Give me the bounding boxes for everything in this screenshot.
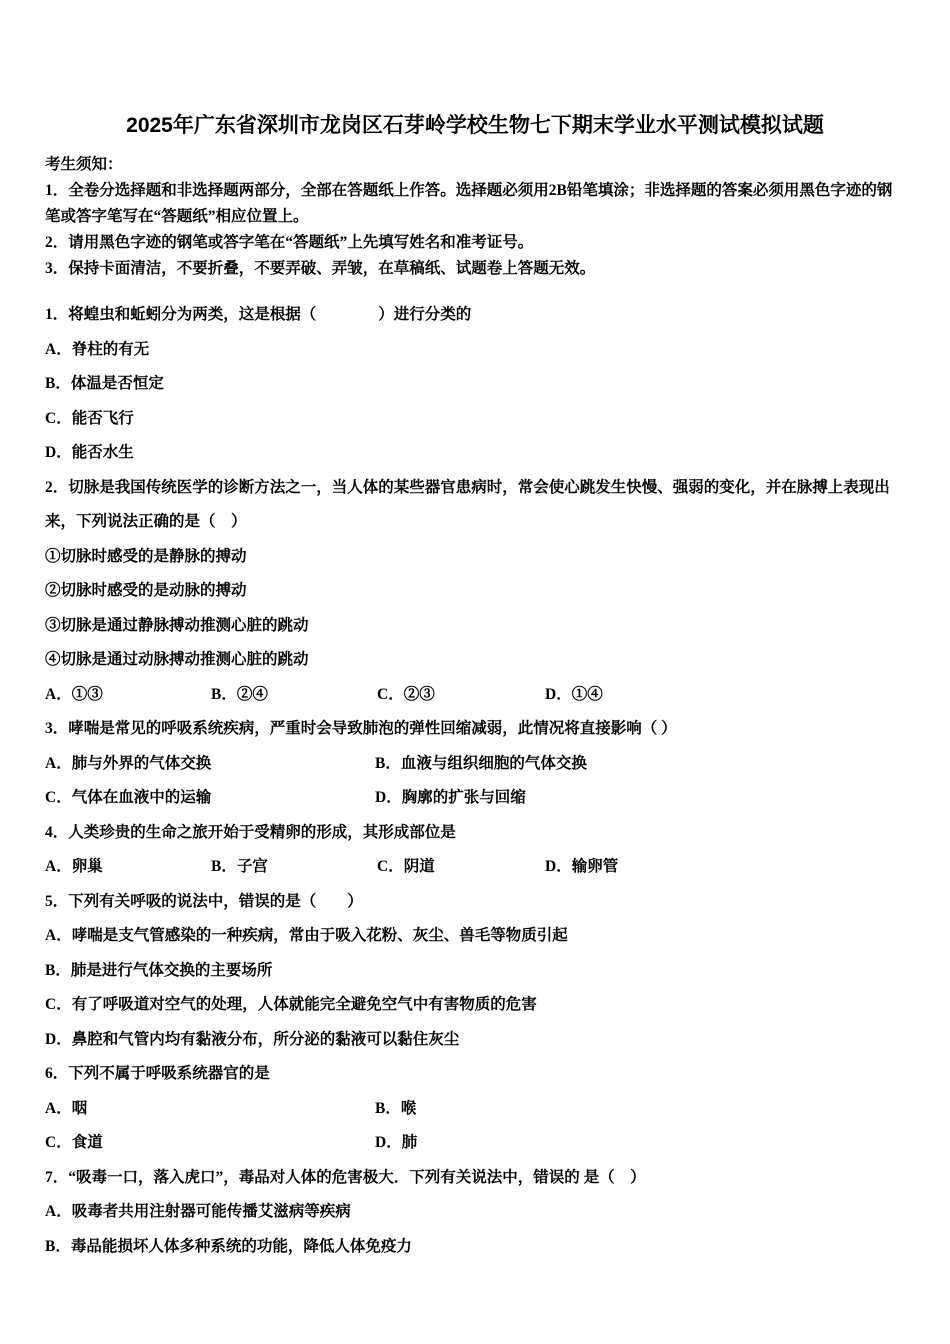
- question-5-stem: 5．下列有关呼吸的说法中，错误的是（ ）: [45, 892, 363, 910]
- notice-section: [45, 152, 905, 282]
- question-4-options: [45, 850, 905, 885]
- question-2-statement-3: ③切脉是通过静脉搏动推测心脏的跳动: [45, 616, 309, 634]
- question-6: [45, 1057, 905, 1161]
- question-5-option-d: D．鼻腔和气管内均有黏液分布，所分泌的黏液可以黏住灰尘: [45, 1030, 460, 1048]
- question-5-option-b: B．肺是进行气体交换的主要场所: [45, 961, 273, 979]
- question-4-option-b: B．子宫: [211, 858, 268, 876]
- question-3: [45, 712, 905, 816]
- question-2-option-d: D．①④: [545, 685, 603, 703]
- question-6-option-c: C．食道: [45, 1134, 103, 1152]
- question-6-option-d: D．肺: [375, 1134, 418, 1152]
- question-3-stem: 3．哮喘是常见的呼吸系统疾病，严重时会导致肺泡的弹性回缩减弱，此情况将直接影响（ ）: [45, 720, 677, 738]
- question-6-option-a: A．咽: [45, 1099, 88, 1117]
- notice-heading: 考生须知：: [45, 156, 123, 174]
- notice-item-1: 1．全卷分选择题和非选择题两部分，全部在答题纸上作答。选择题必须用2B铅笔填涂；非选择题的答案必须用黑色字迹的钢笔或答字笔写在“答题纸”相应位置上。: [45, 182, 893, 226]
- question-1-stem: 1．将蝗虫和蚯蚓分为两类，这是根据（ ）进行分类的: [45, 306, 472, 324]
- question-2: [45, 471, 905, 713]
- question-4-option-d: D．输卵管: [545, 858, 619, 876]
- question-7: [45, 1161, 905, 1265]
- question-1-option-a: A．脊柱的有无: [45, 340, 150, 358]
- question-3-options: [45, 747, 905, 816]
- question-7-option-b: B．毒品能损坏人体多种系统的功能，降低人体免疫力: [45, 1237, 412, 1255]
- questions-section: [45, 298, 905, 1264]
- question-4-option-a: A．卵巢: [45, 858, 103, 876]
- question-5: [45, 885, 905, 1058]
- notice-item-2: 2．请用黑色字迹的钢笔或答字笔在“答题纸”上先填写姓名和准考证号。: [45, 234, 534, 252]
- question-2-statement-2: ②切脉时感受的是动脉的搏动: [45, 582, 247, 600]
- question-3-option-c: C．气体在血液中的运输: [45, 789, 212, 807]
- question-7-stem: 7．“吸毒一口，落入虎口”，毒品对人体的危害极大．下列有关说法中，错误的 是（ ）: [45, 1168, 646, 1186]
- question-2-statement-1: ①切脉时感受的是静脉的搏动: [45, 547, 247, 565]
- question-4: [45, 816, 905, 885]
- question-6-options: [45, 1092, 905, 1161]
- question-2-options: [45, 678, 905, 713]
- question-3-option-d: D．胸廓的扩张与回缩: [375, 789, 526, 807]
- question-2-statement-4: ④切脉是通过动脉搏动推测心脏的跳动: [45, 651, 309, 669]
- question-6-stem: 6．下列不属于呼吸系统器官的是: [45, 1065, 270, 1083]
- question-1: [45, 298, 905, 471]
- question-3-option-a: A．肺与外界的气体交换: [45, 754, 212, 772]
- question-3-option-b: B．血液与组织细胞的气体交换: [375, 754, 587, 772]
- question-2-option-a: A．①③: [45, 685, 103, 703]
- question-1-option-b: B．体温是否恒定: [45, 375, 164, 393]
- question-2-option-b: B．②④: [211, 685, 268, 703]
- question-5-option-c: C．有了呼吸道对空气的处理，人体就能完全避免空气中有害物质的危害: [45, 996, 537, 1014]
- question-4-stem: 4．人类珍贵的生命之旅开始于受精卵的形成，其形成部位是: [45, 823, 456, 841]
- question-2-option-c: C．②③: [377, 685, 435, 703]
- question-4-option-c: C．阴道: [377, 858, 435, 876]
- question-1-option-d: D．能否水生: [45, 444, 134, 462]
- question-2-stem: 2．切脉是我国传统医学的诊断方法之一，当人体的某些器官患病时，常会使心跳发生快慢、强弱的变化，并在脉搏上表现出来，下列说法正确的是（ ）: [45, 478, 890, 531]
- question-1-option-c: C．能否飞行: [45, 409, 134, 427]
- question-5-option-a: A．哮喘是支气管感染的一种疾病，常由于吸入花粉、灰尘、兽毛等物质引起: [45, 927, 568, 945]
- notice-item-3: 3．保持卡面清洁，不要折叠，不要弄破、弄皱，在草稿纸、试题卷上答题无效。: [45, 260, 596, 278]
- question-6-option-b: B．喉: [375, 1099, 417, 1117]
- question-7-option-a: A．吸毒者共用注射器可能传播艾滋病等疾病: [45, 1203, 351, 1221]
- page-title: 2025年广东省深圳市龙岗区石芽岭学校生物七下期末学业水平测试模拟试题: [126, 114, 824, 137]
